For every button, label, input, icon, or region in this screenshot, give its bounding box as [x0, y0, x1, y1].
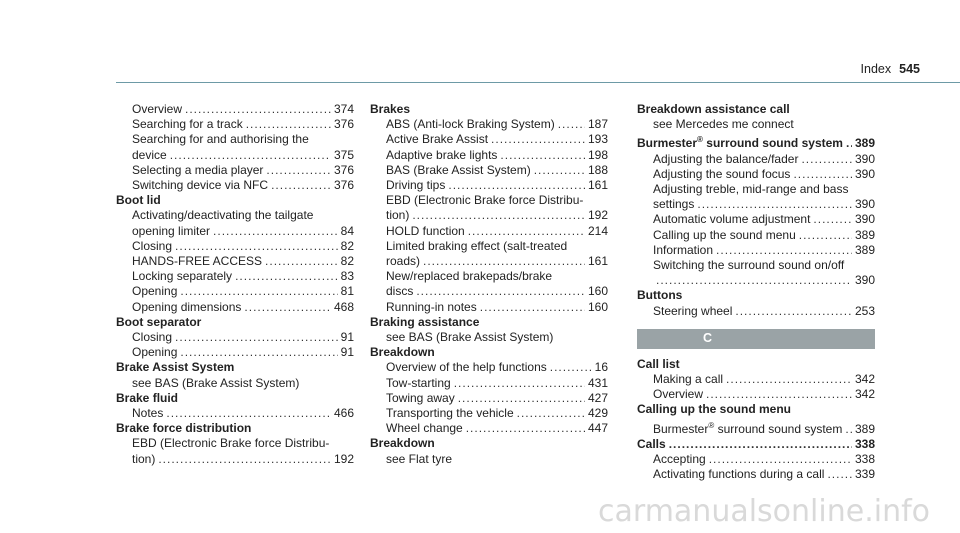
dot-leader: [716, 243, 852, 258]
page-reference[interactable]: 82: [340, 254, 354, 269]
page-reference[interactable]: 390: [854, 212, 875, 227]
index-subentry: [370, 376, 608, 391]
page-reference[interactable]: 390: [854, 166, 875, 181]
header-page-number: 545: [899, 62, 920, 76]
dot-leader: [244, 300, 331, 315]
dot-leader: [213, 224, 338, 239]
dot-leader: [170, 148, 331, 163]
dot-leader: [827, 467, 852, 482]
index-subentry: see BAS (Brake Assist System): [386, 330, 554, 345]
page-reference[interactable]: 160: [587, 299, 608, 314]
dot-leader: [412, 208, 585, 223]
entry-text: Closing: [132, 238, 173, 253]
index-heading: [637, 437, 875, 452]
index-heading: Breakdown: [370, 436, 435, 451]
entry-text: settings: [653, 197, 695, 212]
page-reference[interactable]: 187: [587, 117, 608, 132]
index-heading: Boot separator: [116, 314, 202, 329]
index-subentry: [637, 167, 875, 182]
index-subentry: [637, 273, 875, 288]
entry-text: Notes: [132, 406, 164, 421]
dot-leader: [500, 148, 585, 163]
entry-text: Accepting: [653, 452, 706, 467]
dot-leader: [416, 284, 585, 299]
index-subentry: [370, 406, 608, 421]
entry-text-part: Burmester: [637, 136, 698, 151]
dot-leader: [185, 102, 331, 117]
entry-text: tion): [386, 208, 410, 223]
page-header: [861, 62, 920, 76]
dot-leader: [669, 437, 852, 452]
page-reference[interactable]: 214: [587, 223, 608, 238]
entry-text: [653, 418, 842, 437]
page-reference[interactable]: 83: [340, 269, 354, 284]
index-subentry: [116, 284, 354, 299]
page-reference[interactable]: 338: [854, 452, 875, 467]
dot-leader: [801, 152, 852, 167]
entry-text: Steering wheel: [653, 303, 733, 318]
dot-leader: [265, 254, 338, 269]
index-subentry: Adjusting treble, mid-range and bass: [653, 182, 849, 197]
index-subentry: Searching for and authorising the: [132, 132, 309, 147]
page-reference[interactable]: 431: [587, 375, 608, 390]
dot-leader: [846, 136, 852, 151]
entry-text: opening limiter: [132, 223, 211, 238]
dot-leader: [534, 163, 585, 178]
index-subentry: [370, 391, 608, 406]
index-heading: Calling up the sound menu: [637, 402, 791, 417]
index-subentry: New/replaced brakepads/brake: [386, 269, 553, 284]
page-reference[interactable]: 468: [333, 299, 354, 314]
index-subentry: [116, 300, 354, 315]
dot-leader: [468, 224, 585, 239]
dot-leader: [180, 284, 337, 299]
page-reference[interactable]: 376: [333, 117, 354, 132]
page-reference[interactable]: 390: [854, 197, 875, 212]
index-subentry: [637, 228, 875, 243]
index-subentry: [370, 254, 608, 269]
dot-leader: [550, 360, 592, 375]
page-reference[interactable]: 91: [340, 345, 354, 360]
entry-text: Information: [653, 242, 714, 257]
page-reference[interactable]: 374: [333, 102, 354, 116]
index-heading: Brake fluid: [116, 390, 179, 405]
entry-text: Wheel change: [386, 421, 463, 436]
index-heading: [637, 132, 875, 151]
index-heading: Call list: [637, 356, 680, 371]
page-reference[interactable]: 390: [854, 273, 875, 288]
page-reference[interactable]: 389: [854, 136, 875, 151]
index-subentry: [637, 387, 875, 402]
entry-text: Adaptive brake lights: [386, 147, 498, 162]
index-column-1: [116, 102, 354, 467]
entry-text: Opening: [132, 284, 178, 299]
index-heading: Boot lid: [116, 193, 161, 208]
header-rule: [116, 82, 960, 83]
index-subentry: [116, 406, 354, 421]
dot-leader: [656, 273, 852, 288]
entry-text: BAS (Brake Assist System): [386, 162, 531, 177]
index-subentry: [370, 178, 608, 193]
entry-text: Overview: [132, 102, 183, 116]
dot-leader: [454, 376, 585, 391]
entry-text: Calls: [637, 436, 666, 451]
dot-leader: [735, 304, 852, 319]
entry-text-part: Burmester: [653, 421, 709, 436]
page-reference[interactable]: 84: [340, 223, 354, 238]
index-subentry: see BAS (Brake Assist System): [132, 375, 300, 390]
index-heading: Brake force distribution: [116, 421, 252, 436]
index-heading: Brake Assist System: [116, 360, 235, 375]
page-reference[interactable]: 375: [333, 147, 354, 162]
dot-leader: [448, 178, 585, 193]
dot-leader: [175, 330, 338, 345]
entry-text: Locking separately: [132, 269, 233, 284]
index-subentry: [370, 421, 608, 436]
index-subentry: [370, 148, 608, 163]
entry-text: Adjusting the sound focus: [653, 166, 791, 181]
index-subentry: [116, 224, 354, 239]
index-subentry: Switching the surround sound on/off: [653, 258, 845, 273]
entry-text: HANDS-FREE ACCESS: [132, 254, 263, 269]
index-subentry: [637, 243, 875, 258]
dot-leader: [466, 421, 585, 436]
page-reference[interactable]: 16: [594, 360, 608, 375]
dot-leader: [845, 422, 852, 437]
index-subentry: EBD (Electronic Brake force Distribu-: [386, 193, 584, 208]
dot-leader: [246, 117, 331, 132]
entry-text-part: surround sound system: [702, 136, 843, 151]
page-reference[interactable]: 193: [587, 132, 608, 147]
index-subentry: [116, 163, 354, 178]
dot-leader: [697, 197, 852, 212]
entry-text: tion): [132, 451, 156, 466]
entry-text: Selecting a media player: [132, 162, 264, 177]
entry-text: Overview of the help functions: [386, 360, 547, 375]
dot-leader: [491, 132, 585, 147]
index-subentry: [370, 360, 608, 375]
dot-leader: [175, 239, 338, 254]
index-subentry: see Mercedes me connect: [653, 117, 794, 132]
dot-leader: [813, 212, 852, 227]
entry-text: Tow-starting: [386, 375, 451, 390]
dot-leader: [709, 452, 852, 467]
index-subentry: [637, 418, 875, 437]
entry-text: Opening dimensions: [132, 299, 242, 314]
index-subentry: [370, 208, 608, 223]
page-reference[interactable]: 338: [854, 436, 875, 451]
index-subentry: [637, 467, 875, 482]
entry-text: Calling up the sound menu: [653, 227, 796, 242]
index-heading: Breakdown: [370, 345, 435, 360]
dot-leader: [517, 406, 585, 421]
page-reference[interactable]: 466: [333, 406, 354, 421]
dot-leader: [423, 254, 585, 269]
index-subentry: Limited braking effect (salt-treated: [386, 238, 568, 253]
dot-leader: [793, 167, 852, 182]
index-subentry: [116, 345, 354, 360]
dot-leader: [799, 228, 852, 243]
entry-text-part: surround sound system: [714, 421, 843, 436]
index-subentry: [370, 132, 608, 147]
entry-text: Adjusting the balance/fader: [653, 151, 799, 166]
index-subentry: [370, 163, 608, 178]
registered-mark: ®: [708, 420, 715, 430]
page-reference[interactable]: 390: [854, 151, 875, 166]
dot-leader: [271, 178, 331, 193]
page-reference[interactable]: 192: [587, 208, 608, 223]
index-heading: Buttons: [637, 288, 683, 303]
section-letter-bar: C: [637, 329, 875, 349]
index-subentry: [116, 452, 354, 467]
page-reference[interactable]: 376: [333, 162, 354, 177]
page-reference[interactable]: 161: [587, 178, 608, 193]
entry-text: Making a call: [653, 372, 724, 387]
index-column-2: [370, 102, 608, 467]
page-reference[interactable]: 81: [340, 284, 354, 299]
index-heading: Braking assistance: [370, 314, 480, 329]
entry-text: Overview: [653, 387, 704, 402]
entry-text: Opening: [132, 345, 178, 360]
page-reference[interactable]: 91: [340, 330, 354, 345]
entry-text: [637, 132, 843, 151]
index-subentry: [637, 197, 875, 212]
page-reference[interactable]: 342: [854, 387, 875, 402]
dot-leader: [706, 387, 852, 402]
index-subentry: EBD (Electronic Brake force Distribu-: [132, 436, 330, 451]
entry-text: Active Brake Assist: [386, 132, 489, 147]
index-subentry: see Flat tyre: [386, 451, 453, 466]
index-subentry: [116, 178, 354, 193]
index-subentry: [370, 284, 608, 299]
registered-mark: ®: [697, 135, 703, 145]
entry-text: Switching device via NFC: [132, 178, 269, 193]
page-reference[interactable]: 339: [854, 467, 875, 482]
index-subentry: [370, 224, 608, 239]
index-subentry: [370, 117, 608, 132]
index-subentry: [116, 148, 354, 163]
page-reference[interactable]: 82: [340, 238, 354, 253]
dot-leader: [558, 117, 585, 132]
entry-text: Transporting the vehicle: [386, 406, 514, 421]
index-subentry: [116, 239, 354, 254]
page-reference[interactable]: 376: [333, 178, 354, 193]
dot-leader: [480, 300, 585, 315]
entry-text: discs: [386, 284, 414, 299]
dot-leader: [166, 406, 331, 421]
dot-leader: [266, 163, 331, 178]
index-subentry: [637, 452, 875, 467]
index-subentry: [637, 372, 875, 387]
index-heading: Breakdown assistance call: [637, 102, 790, 116]
entry-text: ABS (Anti-lock Braking System): [386, 117, 555, 132]
page-reference[interactable]: 389: [854, 227, 875, 242]
dot-leader: [235, 269, 338, 284]
page-reference[interactable]: 161: [587, 254, 608, 269]
index-subentry: [116, 117, 354, 132]
index-subentry: Activating/deactivating the tailgate: [132, 208, 314, 223]
index-subentry: [116, 330, 354, 345]
page-reference[interactable]: 429: [587, 406, 608, 421]
index-subentry: [637, 212, 875, 227]
entry-text: Activating functions during a call: [653, 467, 825, 482]
index-subentry: [116, 269, 354, 284]
entry-text: Automatic volume adjustment: [653, 212, 811, 227]
entry-text: Searching for a track: [132, 117, 243, 132]
page-reference[interactable]: 389: [854, 421, 875, 436]
index-subentry: [116, 254, 354, 269]
page-reference[interactable]: 160: [587, 284, 608, 299]
entry-text: Closing: [132, 330, 173, 345]
dot-leader: [158, 452, 331, 467]
entry-text: Running-in notes: [386, 299, 477, 314]
page-reference[interactable]: 342: [854, 372, 875, 387]
page-reference[interactable]: 447: [587, 421, 608, 436]
entry-text: Towing away: [386, 390, 455, 405]
page-reference[interactable]: 198: [587, 147, 608, 162]
page-reference[interactable]: 188: [587, 162, 608, 177]
page-reference[interactable]: 427: [587, 390, 608, 405]
index-subentry: [637, 152, 875, 167]
index-subentry: [637, 304, 875, 319]
entry-text: roads): [386, 254, 421, 269]
page-reference[interactable]: 192: [333, 451, 354, 466]
page-reference[interactable]: 389: [854, 242, 875, 257]
header-section-title: Index: [860, 62, 892, 76]
watermark: carmanualsonline.info: [598, 494, 930, 529]
index-subentry: [116, 102, 354, 117]
index-column-3: [637, 102, 875, 482]
entry-text: Driving tips: [386, 178, 446, 193]
dot-leader: [180, 345, 337, 360]
dot-leader: [458, 391, 585, 406]
entry-text: device: [132, 147, 167, 162]
index-heading: Brakes: [370, 102, 411, 116]
dot-leader: [726, 372, 852, 387]
index-subentry: [370, 300, 608, 315]
entry-text: HOLD function: [386, 223, 465, 238]
page-reference[interactable]: 253: [854, 303, 875, 318]
